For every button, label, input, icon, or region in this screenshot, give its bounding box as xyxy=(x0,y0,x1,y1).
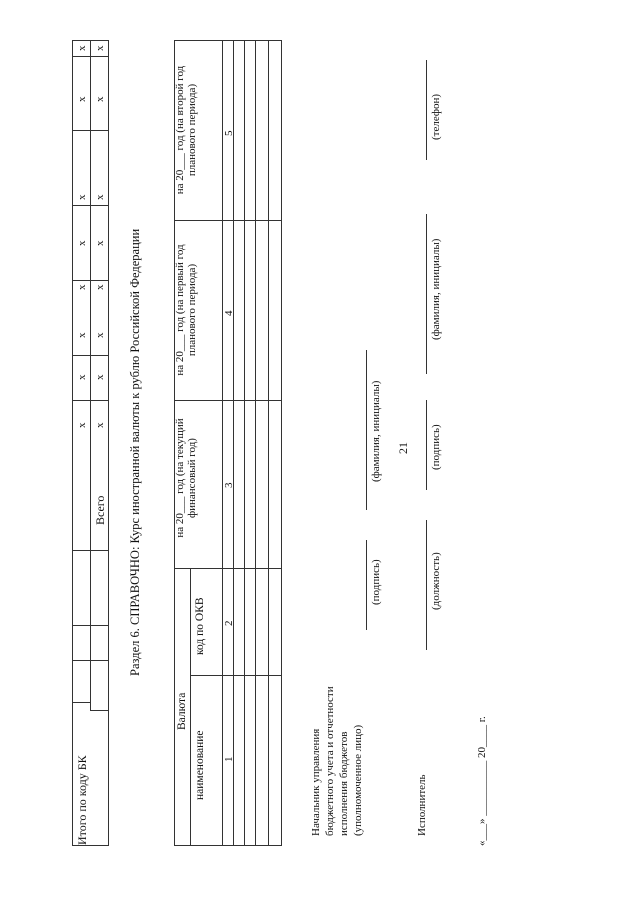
x-mark: x xyxy=(76,45,88,51)
section-title: Раздел 6. СПРАВОЧНО: Курс иностранной валюты к рублю Российской Федерации xyxy=(128,228,142,676)
x-mark: x xyxy=(94,284,106,290)
signature2-caption: (подпись) xyxy=(430,424,442,470)
col-num-4: 4 xyxy=(223,310,235,316)
signature-caption: (подпись) xyxy=(370,559,382,605)
x-mark: x xyxy=(94,240,106,246)
signature-line xyxy=(366,540,367,630)
x-mark: x xyxy=(76,240,88,246)
head-title-3: исполнения бюджетов xyxy=(338,731,350,836)
x-mark: x xyxy=(94,422,106,428)
date-line: «___» __________ 20____ г. xyxy=(476,716,488,846)
header-year3: на 20___ год (на второй год планового периода) xyxy=(174,65,198,195)
header-year2: на 20___ год (на первый год планового периода) xyxy=(174,244,198,376)
position-line xyxy=(426,520,427,650)
x-mark: x xyxy=(94,332,106,338)
phone-caption: (телефон) xyxy=(430,93,442,140)
top-table xyxy=(72,40,108,846)
head-title-1: Начальник управления xyxy=(310,728,322,836)
col-num-5: 5 xyxy=(223,130,235,136)
x-mark: x xyxy=(76,374,88,380)
page-number: 21 xyxy=(396,442,410,454)
x-mark: x xyxy=(76,284,88,290)
name2-line xyxy=(426,214,427,374)
head-title-4: (уполномоченное лицо) xyxy=(352,724,364,836)
name2-caption: (фамилия, инициалы) xyxy=(430,238,442,340)
x-mark: x xyxy=(76,422,88,428)
x-mark: x xyxy=(76,332,88,338)
phone-line xyxy=(426,60,427,160)
col-num-3: 3 xyxy=(223,482,235,488)
head-title-2: бюджетного учета и отчетности xyxy=(324,686,336,836)
position-caption: (должность) xyxy=(430,552,442,610)
x-mark: x xyxy=(94,194,106,200)
name-caption: (фамилия, инициалы) xyxy=(370,380,382,482)
row-label-bk: Итого по коду БК xyxy=(75,755,89,845)
x-mark: x xyxy=(76,194,88,200)
col-num-2: 2 xyxy=(223,620,235,626)
main-table xyxy=(174,40,282,846)
executor-label: Исполнитель xyxy=(416,774,428,836)
x-mark: x xyxy=(76,96,88,102)
signature2-line xyxy=(426,400,427,490)
header-code: код по ОКВ xyxy=(194,597,206,655)
col-num-1: 1 xyxy=(223,756,235,762)
row-label-total: Всего xyxy=(93,495,107,525)
x-mark: x xyxy=(94,96,106,102)
x-mark: x xyxy=(94,45,106,51)
header-name: наименование xyxy=(194,730,206,800)
header-currency: Валюта xyxy=(176,692,188,730)
x-mark: x xyxy=(94,374,106,380)
header-year1: на 20___ год (на текущий финансовый год) xyxy=(174,418,198,538)
name-line xyxy=(366,350,367,510)
